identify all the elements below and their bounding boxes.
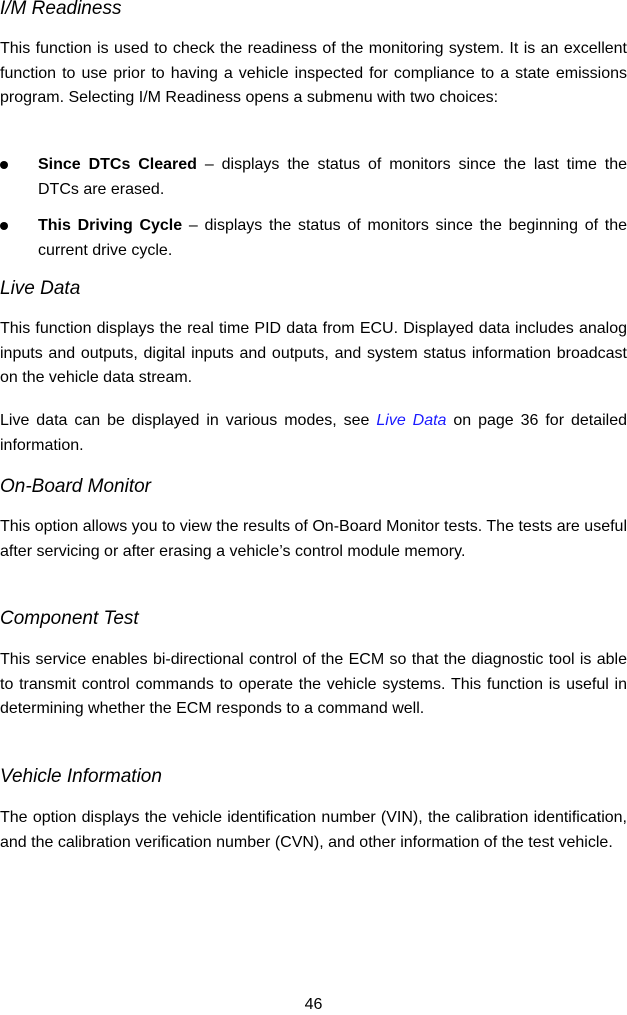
- im-readiness-intro: This function is used to check the readiness of the monitoring system. It is an excellent function to use prior to having a vehicle inspected for compliance to a state emissions program. Selecting I/M Readiness opens a submenu with two choices:: [0, 40, 627, 106]
- heading-vehicle-information: Vehicle Information: [0, 766, 162, 787]
- live-data-modes-text-start: Live data can be displayed in various modes, see: [0, 412, 377, 429]
- bullet-dot-icon: [0, 161, 8, 169]
- heading-on-board-monitor: On-Board Monitor: [0, 476, 152, 497]
- bullet-dot-icon: [0, 222, 8, 230]
- live-data-modes-text-end: on page 36 for detailed information.: [0, 412, 627, 454]
- vehicle-information-description: The option displays the vehicle identification number (VIN), the calibration identification, and the calibration verification number (CVN), and other information of the test vehicle.: [0, 809, 627, 851]
- live-data-modes-note: [0, 409, 627, 458]
- bullet-since-dtcs-cleared: [0, 153, 627, 202]
- heading-live-data: Live Data: [0, 278, 81, 299]
- bullet-text: – displays the status of monitors since the last time the DTCs are erased.: [38, 156, 627, 198]
- page-number: 46: [304, 996, 323, 1013]
- bullet-term: Since DTCs Cleared: [38, 156, 197, 173]
- bullet-term: This Driving Cycle: [38, 217, 183, 234]
- live-data-description: This function displays the real time PID data from ECU. Displayed data includes analog inputs and outputs, digital inputs and outputs, and system status information broadcast on the vehicle data stream.: [0, 320, 627, 386]
- heading-im-readiness: I/M Readiness: [0, 0, 122, 19]
- bullet-this-driving-cycle: [0, 214, 627, 263]
- live-data-link[interactable]: Live Data: [376, 412, 447, 429]
- bullet-text: – displays the status of monitors since the beginning of the current drive cycle.: [38, 217, 627, 259]
- component-test-description: This service enables bi-directional control of the ECM so that the diagnostic tool is able to transmit control commands to operate the vehicle systems. This function is useful in determining whether the ECM responds to a command well.: [0, 651, 627, 717]
- heading-component-test: Component Test: [0, 608, 139, 629]
- on-board-monitor-description: This option allows you to view the results of On-Board Monitor tests. The tests are useful after servicing or after erasing a vehicle’s control module memory.: [0, 518, 627, 560]
- im-readiness-options: [0, 153, 627, 263]
